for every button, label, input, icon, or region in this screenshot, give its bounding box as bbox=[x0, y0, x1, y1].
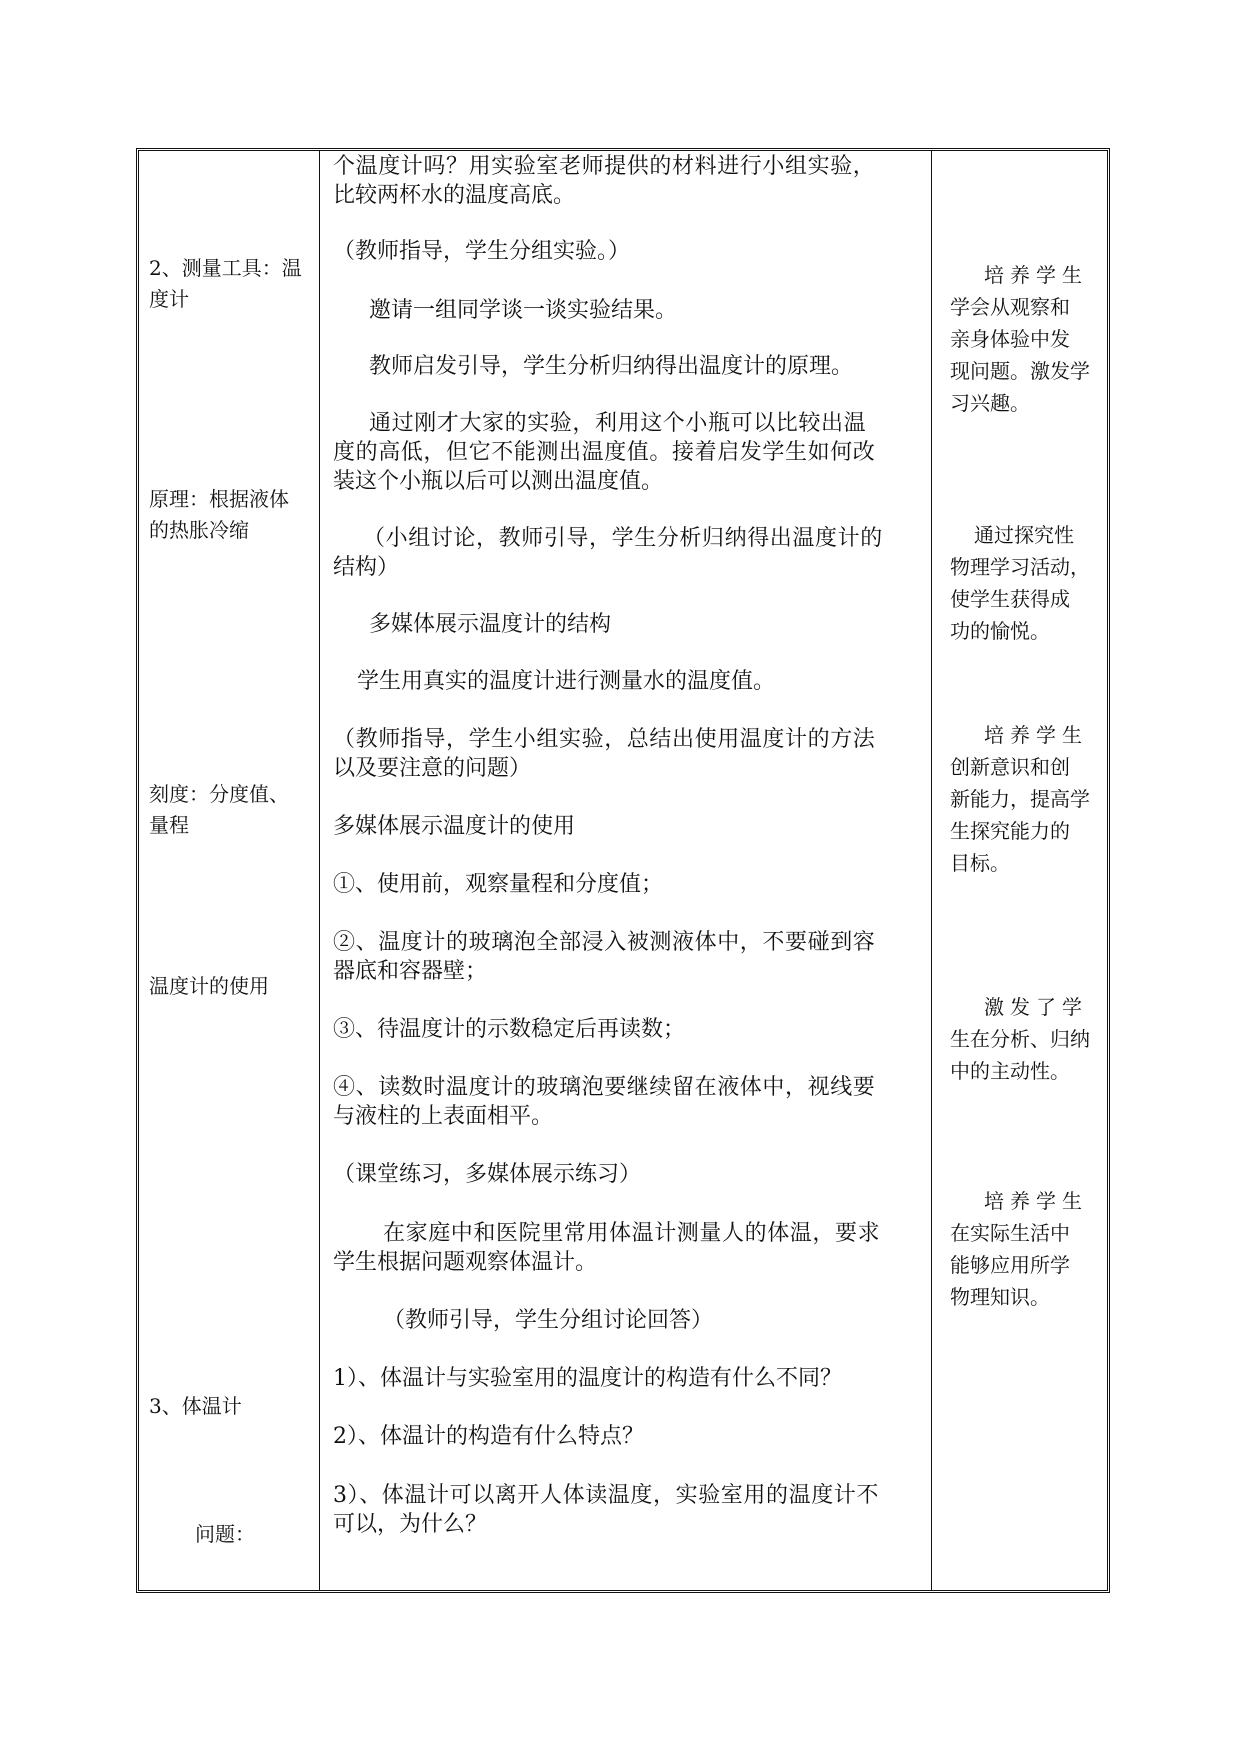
process-paragraph: 多媒体展示温度计的使用 bbox=[333, 814, 576, 839]
process-question: 可以，为什么？ bbox=[333, 1512, 488, 1537]
process-paragraph: （教师指导，学生小组实验，总结出使用温度计的方法 bbox=[333, 727, 876, 752]
outline-column bbox=[139, 151, 322, 1590]
process-paragraph: 结构） bbox=[333, 555, 400, 580]
intent-column bbox=[944, 151, 1107, 1590]
intent-note: 生在分析、归纳 bbox=[950, 1027, 1090, 1051]
process-paragraph: 学生根据问题观察体温计。 bbox=[333, 1250, 598, 1275]
outline-scale-line1: 刻度：分度值、 bbox=[149, 782, 289, 806]
intent-note: 培养学生 bbox=[984, 1189, 1088, 1213]
intent-note: 使学生获得成 bbox=[950, 587, 1070, 611]
process-paragraph: 通过刚才大家的实验，利用这个小瓶可以比较出温 bbox=[369, 411, 867, 436]
process-paragraph: 装这个小瓶以后可以测出温度值。 bbox=[333, 469, 664, 494]
outline-principle-line1: 原理：根据液体 bbox=[149, 487, 289, 511]
outline-usage: 温度计的使用 bbox=[149, 974, 269, 998]
process-paragraph: （小组讨论，教师引导，学生分析归纳得出温度计的 bbox=[363, 526, 883, 551]
outline-scale-line2: 量程 bbox=[149, 813, 189, 837]
intent-note: 现问题。激发学 bbox=[950, 359, 1090, 383]
outline-principle-line2: 的热胀冷缩 bbox=[149, 518, 249, 542]
process-step: ③、待温度计的示数稳定后再读数； bbox=[333, 1017, 686, 1042]
outline-thermometer: 3、体温计 bbox=[149, 1394, 242, 1418]
process-paragraph: （教师指导，学生分组实验。） bbox=[333, 239, 631, 264]
process-paragraph: 比较两杯水的温度高底。 bbox=[333, 183, 576, 208]
intent-note: 培养学生 bbox=[984, 263, 1088, 287]
intent-note: 物理学习活动， bbox=[950, 555, 1090, 579]
process-paragraph: 以及要注意的问题） bbox=[333, 756, 532, 781]
process-paragraph: 在家庭中和医院里常用体温计测量人的体温，要求 bbox=[383, 1221, 881, 1246]
intent-note: 培养学生 bbox=[984, 723, 1088, 747]
process-paragraph: （课堂练习，多媒体展示练习） bbox=[333, 1162, 642, 1187]
intent-note: 激发了学 bbox=[984, 995, 1088, 1019]
intent-note: 功的愉悦。 bbox=[950, 619, 1050, 643]
process-paragraph: 邀请一组同学谈一谈实验结果。 bbox=[369, 298, 678, 323]
process-paragraph: 学生用真实的温度计进行测量水的温度值。 bbox=[357, 669, 776, 694]
intent-note: 在实际生活中 bbox=[950, 1221, 1070, 1245]
process-step: ①、使用前，观察量程和分度值； bbox=[333, 872, 664, 897]
process-step: ④、读数时温度计的玻璃泡要继续留在液体中，视线要 bbox=[333, 1075, 876, 1100]
process-paragraph: 教师启发引导，学生分析归纳得出温度计的原理。 bbox=[369, 354, 854, 379]
process-question: 1）、体温计与实验室用的温度计的构造有什么不同？ bbox=[333, 1366, 842, 1391]
process-paragraph: （教师引导，学生分组讨论回答） bbox=[383, 1308, 714, 1333]
intent-note: 通过探究性 bbox=[974, 523, 1074, 547]
process-paragraph: 个温度计吗？用实验室老师提供的材料进行小组实验， bbox=[333, 154, 876, 179]
process-step: 器底和容器壁； bbox=[333, 959, 488, 984]
intent-note: 亲身体验中发 bbox=[950, 327, 1070, 351]
intent-note: 创新意识和创 bbox=[950, 755, 1070, 779]
lesson-table bbox=[136, 148, 1110, 1593]
outline-measure-tool-line2: 度计 bbox=[149, 287, 189, 311]
outline-measure-tool-line1: 2、测量工具：温 bbox=[149, 256, 302, 280]
outline-question: 问题： bbox=[195, 1522, 255, 1546]
process-question: 3）、体温计可以离开人体读温度，实验室用的温度计不 bbox=[333, 1483, 879, 1508]
process-step: ②、温度计的玻璃泡全部浸入被测液体中，不要碰到容 bbox=[333, 930, 876, 955]
process-step: 与液柱的上表面相平。 bbox=[333, 1104, 554, 1129]
intent-note: 习兴趣。 bbox=[950, 391, 1030, 415]
process-question: 2）、体温计的构造有什么特点？ bbox=[333, 1424, 644, 1449]
intent-note: 能够应用所学 bbox=[950, 1253, 1070, 1277]
process-paragraph: 度的高低，但它不能测出温度值。接着启发学生如何改 bbox=[333, 440, 876, 465]
process-column bbox=[323, 151, 943, 1590]
intent-note: 生探究能力的 bbox=[950, 819, 1070, 843]
intent-note: 新能力，提高学 bbox=[950, 787, 1090, 811]
intent-note: 物理知识。 bbox=[950, 1285, 1050, 1309]
intent-note: 中的主动性。 bbox=[950, 1059, 1070, 1083]
process-paragraph: 多媒体展示温度计的结构 bbox=[369, 612, 612, 637]
intent-note: 学会从观察和 bbox=[950, 295, 1070, 319]
intent-note: 目标。 bbox=[950, 851, 1010, 875]
